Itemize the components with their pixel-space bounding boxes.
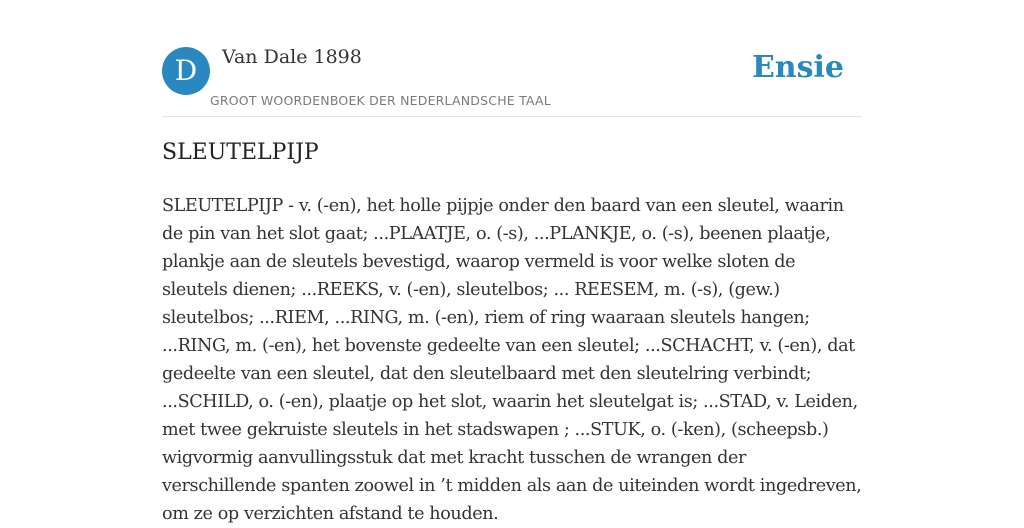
dictionary-title[interactable]: Van Dale 1898 [222, 46, 362, 68]
entry-definition: SLEUTELPIJP - v. (-en), het holle pijpje onder den baard van een sleutel, waarin de pin van het slot gaat; ...PLAATJE, o. (-s), ...PLANKJE, o. (-s), beenen plaatje, plankje aan de sleutels bevestigd, waarop vermeld is voor welke sloten de sleutels dienen; ...REEKS, v. (-en), sleutelbos; ... REESEM, m. (-s), (gew.) sleutelbos; ...RIEM, ...RING, m. (-en), riem of ring waaraan sleutels hangen; ...RING, m. (-en), het bovenste gedeelte van een sleutel; ...SCHACHT, v. (-en), dat gedeelte van een sleutel, dat den sleutelbaard met den sleutelring verbindt; ...SCHILD, o. (-en), plaatje op het slot, waarin het sleutelgat is; ...STAD, v. Leiden, met twee gekruiste sleutels in het stadswapen ; ...STUK, o. (-ken), (scheepsb.) wigvormig aanvullingsstuk dat met kracht tusschen de wrangen der verschillende spanten zoowel in ’t midden als aan de uiteinden wordt ingedreven, om ze op verzichten afstand te houden. [162, 196, 862, 524]
ensie-logo[interactable]: Ensie [751, 50, 844, 85]
dictionary-header [162, 0, 862, 117]
dictionary-avatar[interactable]: D [162, 47, 210, 95]
entry-headword: SLEUTELPIJP [162, 140, 319, 165]
dictionary-subtitle: GROOT WOORDENBOEK DER NEDERLANDSCHE TAAL [210, 93, 551, 108]
